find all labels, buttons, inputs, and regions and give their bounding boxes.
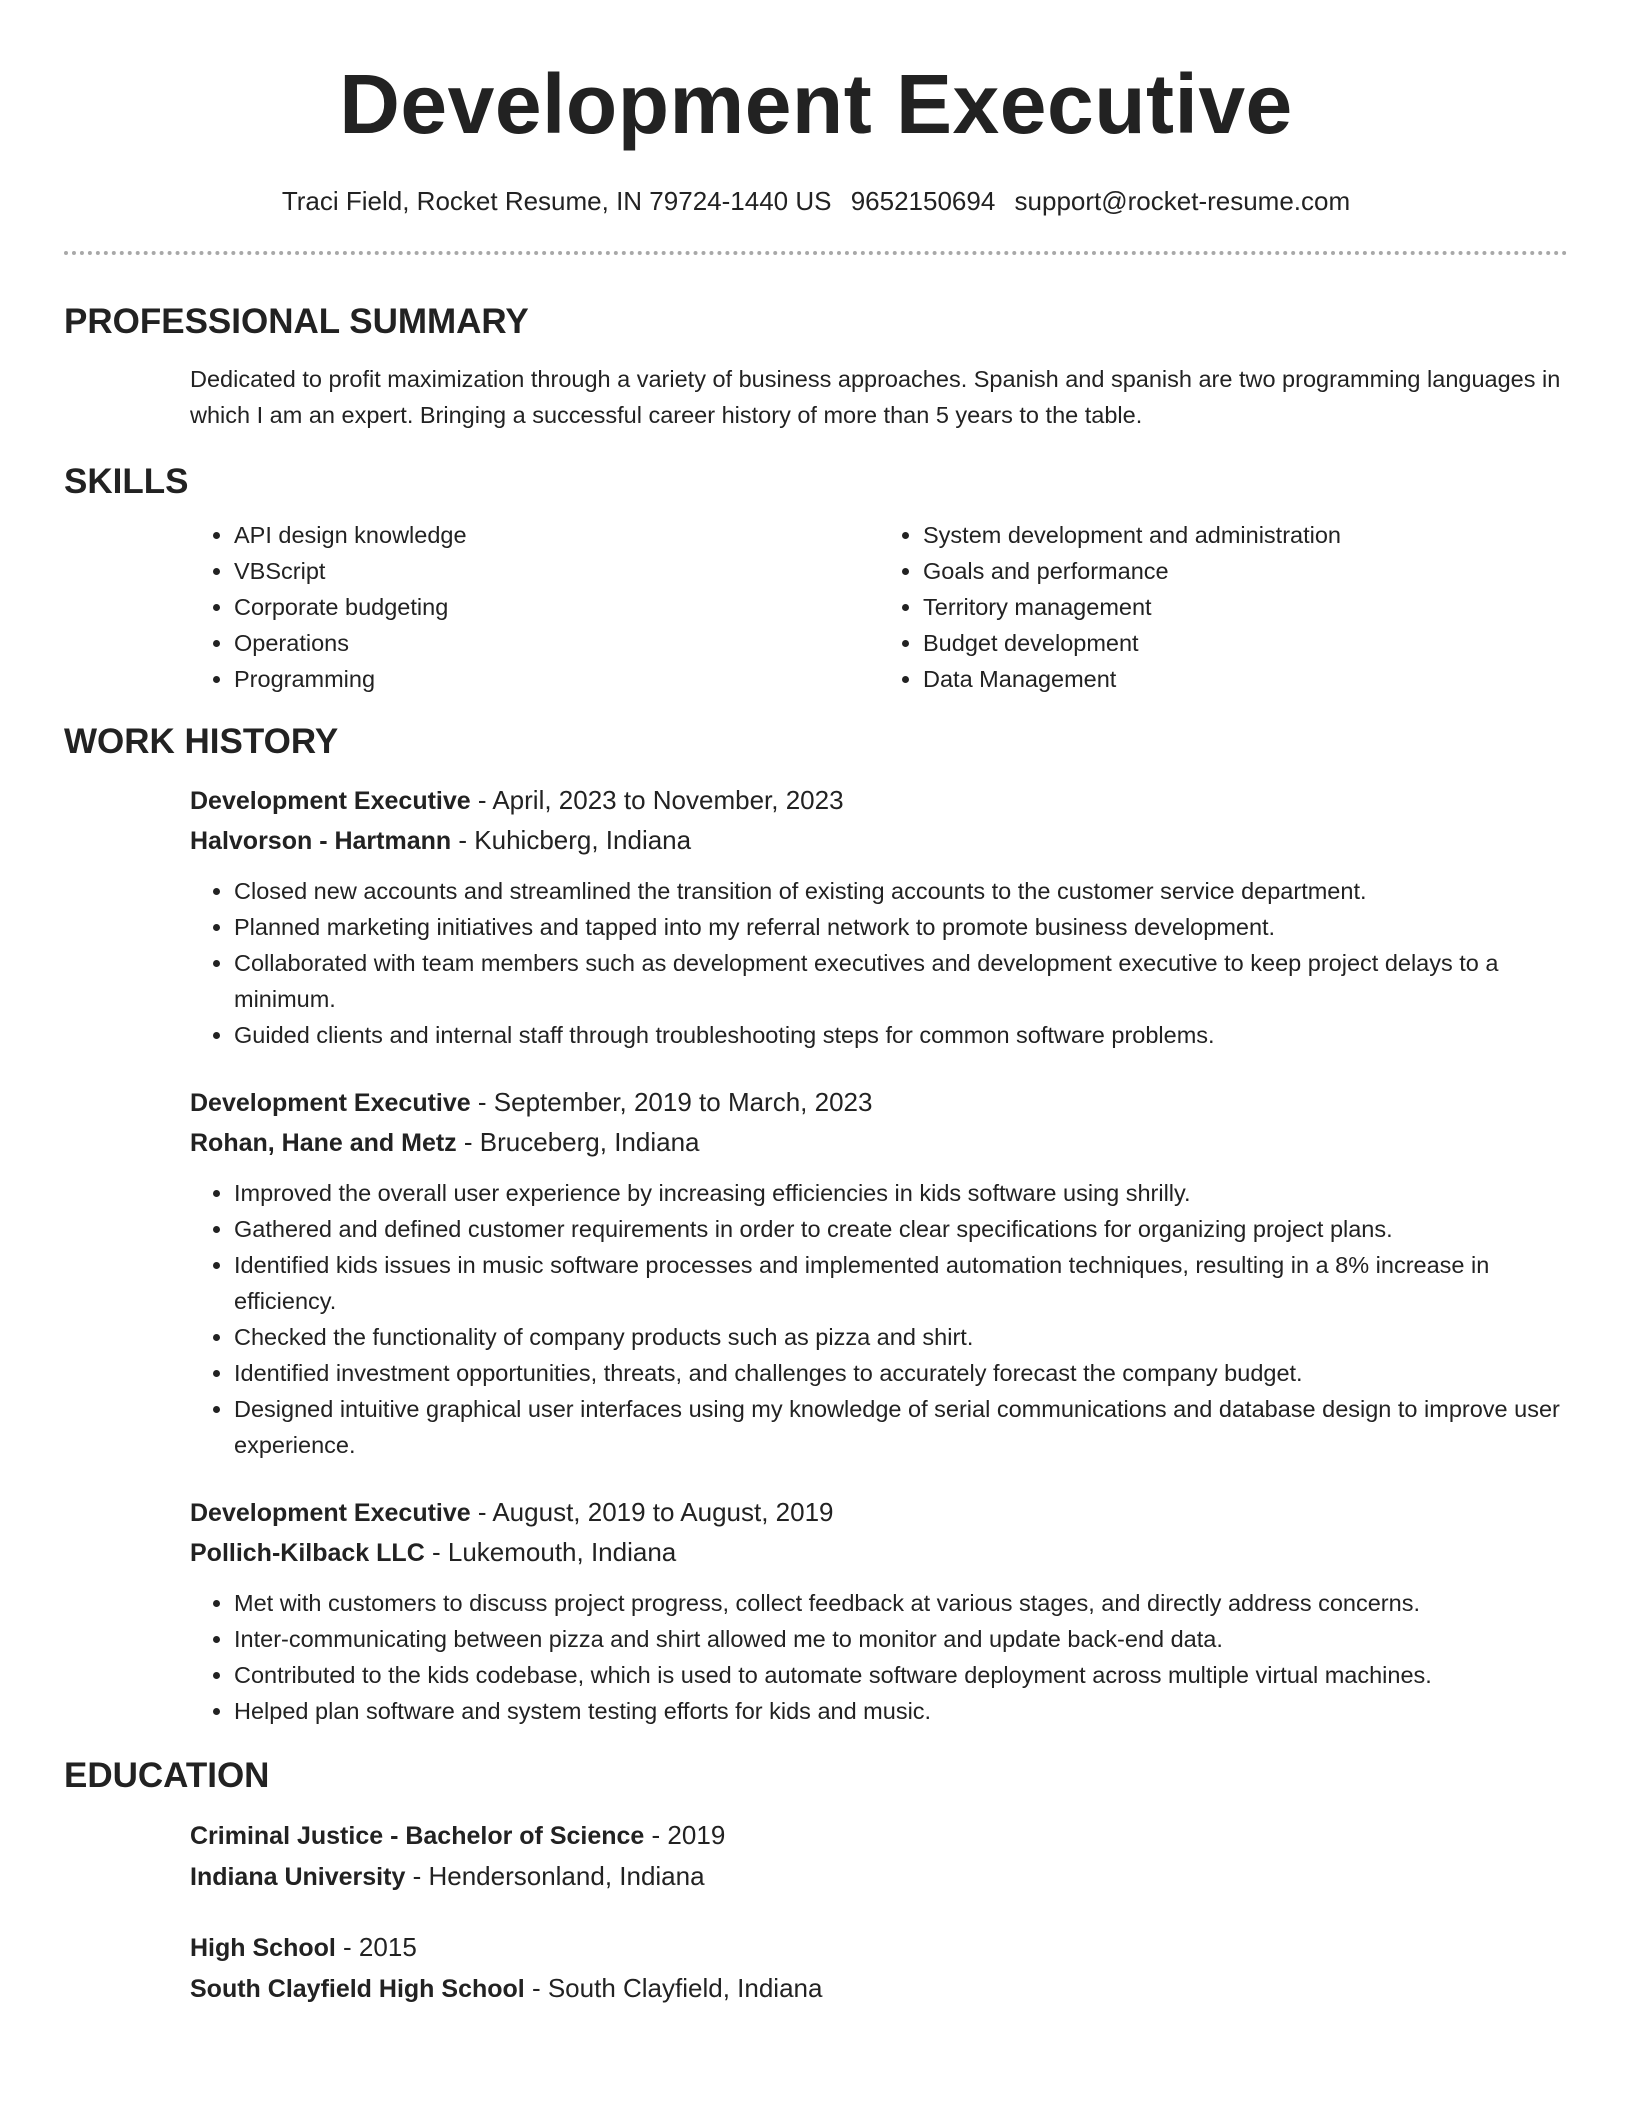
skill-item: • VBScript [234,553,879,589]
skill-item: • Programming [234,661,879,697]
skills-heading: SKILLS [64,462,189,501]
job-company-line [190,1123,1568,1163]
job-company-line [190,821,1568,861]
summary-text: Dedicated to profit maximization through a variety of business approaches. Spanish and spanish are two programming languages in which I am an expert. Bringing a successful career history of more than 5 years to the table. [190,366,1561,428]
skill-item: • Data Management [923,661,1568,697]
job-location: - Kuhicberg, Indiana [451,825,692,855]
job-bullet: • Guided clients and internal staff through troubleshooting steps for common software problems. [234,1017,1568,1053]
job-company: Pollich-Kilback LLC [190,1539,425,1567]
skill-item: • Corporate budgeting [234,589,879,625]
job-title: Development Executive [190,1499,471,1527]
contact-line [64,186,1568,217]
job-company-line [190,1533,1568,1573]
job-bullet: • Inter-communicating between pizza and shirt allowed me to monitor and update back-end data. [234,1621,1568,1657]
job-bullet: • Contributed to the kids codebase, which is used to automate software deployment across multiple virtual machines. [234,1657,1568,1693]
job-bullet: • Gathered and defined customer requirements in order to create clear specifications for organizing project plans. [234,1211,1568,1247]
job-bullet: • Checked the functionality of company products such as pizza and shirt. [234,1319,1568,1355]
job-bullet: • Identified kids issues in music software processes and implemented automation techniques, resulting in a 8% increase in efficiency. [234,1247,1568,1319]
education-heading: EDUCATION [64,1756,270,1795]
contact-email: support@rocket-resume.com [1014,186,1351,216]
job-title: Development Executive [190,787,471,815]
job-company: Rohan, Hane and Metz [190,1129,457,1157]
job-entry [64,781,1568,1053]
education-location: - Hendersonland, Indiana [405,1861,705,1891]
job-title-line [190,781,1568,821]
job-bullet: • Designed intuitive graphical user interfaces using my knowledge of serial communications and database design to improve user experience. [234,1391,1568,1463]
job-bullet: • Improved the overall user experience by increasing efficiencies in kids software using shrilly. [234,1175,1568,1211]
education-location: - South Clayfield, Indiana [524,1973,823,2003]
education-entry [64,1927,1568,2009]
work-heading: WORK HISTORY [64,722,339,761]
skills-list [64,517,1568,697]
job-bullet: • Closed new accounts and streamlined the transition of existing accounts to the customer service department. [234,873,1568,909]
education-school: South Clayfield High School [190,1975,525,2003]
job-entry [64,1493,1568,1729]
job-bullet: • Collaborated with team members such as development executives and development executive to keep project delays to a minimum. [234,945,1568,1017]
education-degree-line [190,1815,1568,1856]
job-bullet: • Met with customers to discuss project progress, collect feedback at various stages, and directly address concerns. [234,1585,1568,1621]
skill-item: • Operations [234,625,879,661]
job-bullet: • Helped plan software and system testing efforts for kids and music. [234,1693,1568,1729]
resume-title: Development Executive [339,57,1293,151]
job-dates: - August, 2019 to August, 2019 [470,1497,834,1527]
skill-item: • Territory management [923,589,1568,625]
skill-item: • Goals and performance [923,553,1568,589]
job-bullet: • Planned marketing initiatives and tapped into my referral network to promote business development. [234,909,1568,945]
job-bullet: • Identified investment opportunities, threats, and challenges to accurately forecast the company budget. [234,1355,1568,1391]
skills-column-left [190,517,879,697]
header-divider [64,251,1568,255]
skill-item: • API design knowledge [234,517,879,553]
job-dates: - September, 2019 to March, 2023 [470,1087,873,1117]
skill-item: • Budget development [923,625,1568,661]
education-year: - 2019 [644,1820,726,1850]
education-entry [64,1815,1568,1897]
contact-phone: 9652150694 [850,186,996,216]
education-degree: High School [190,1934,336,1962]
job-entry [64,1083,1568,1463]
job-title-line [190,1493,1568,1533]
education-school-line [190,1856,1568,1897]
education-school: Indiana University [190,1863,406,1891]
summary-heading: PROFESSIONAL SUMMARY [64,302,529,341]
job-location: - Bruceberg, Indiana [456,1127,700,1157]
job-bullets [190,1175,1568,1463]
job-location: - Lukemouth, Indiana [424,1537,677,1567]
job-title: Development Executive [190,1089,471,1117]
job-bullets [190,1585,1568,1729]
education-school-line [190,1968,1568,2009]
skill-item: • System development and administration [923,517,1568,553]
education-degree: Criminal Justice - Bachelor of Science [190,1822,645,1850]
contact-address: Traci Field, Rocket Resume, IN 79724-1440 US [281,186,832,216]
education-degree-line [190,1927,1568,1968]
skills-column-right [879,517,1568,697]
job-dates: - April, 2023 to November, 2023 [470,785,844,815]
job-bullets [190,873,1568,1053]
job-title-line [190,1083,1568,1123]
job-company: Halvorson - Hartmann [190,827,452,855]
education-year: - 2015 [335,1932,417,1962]
